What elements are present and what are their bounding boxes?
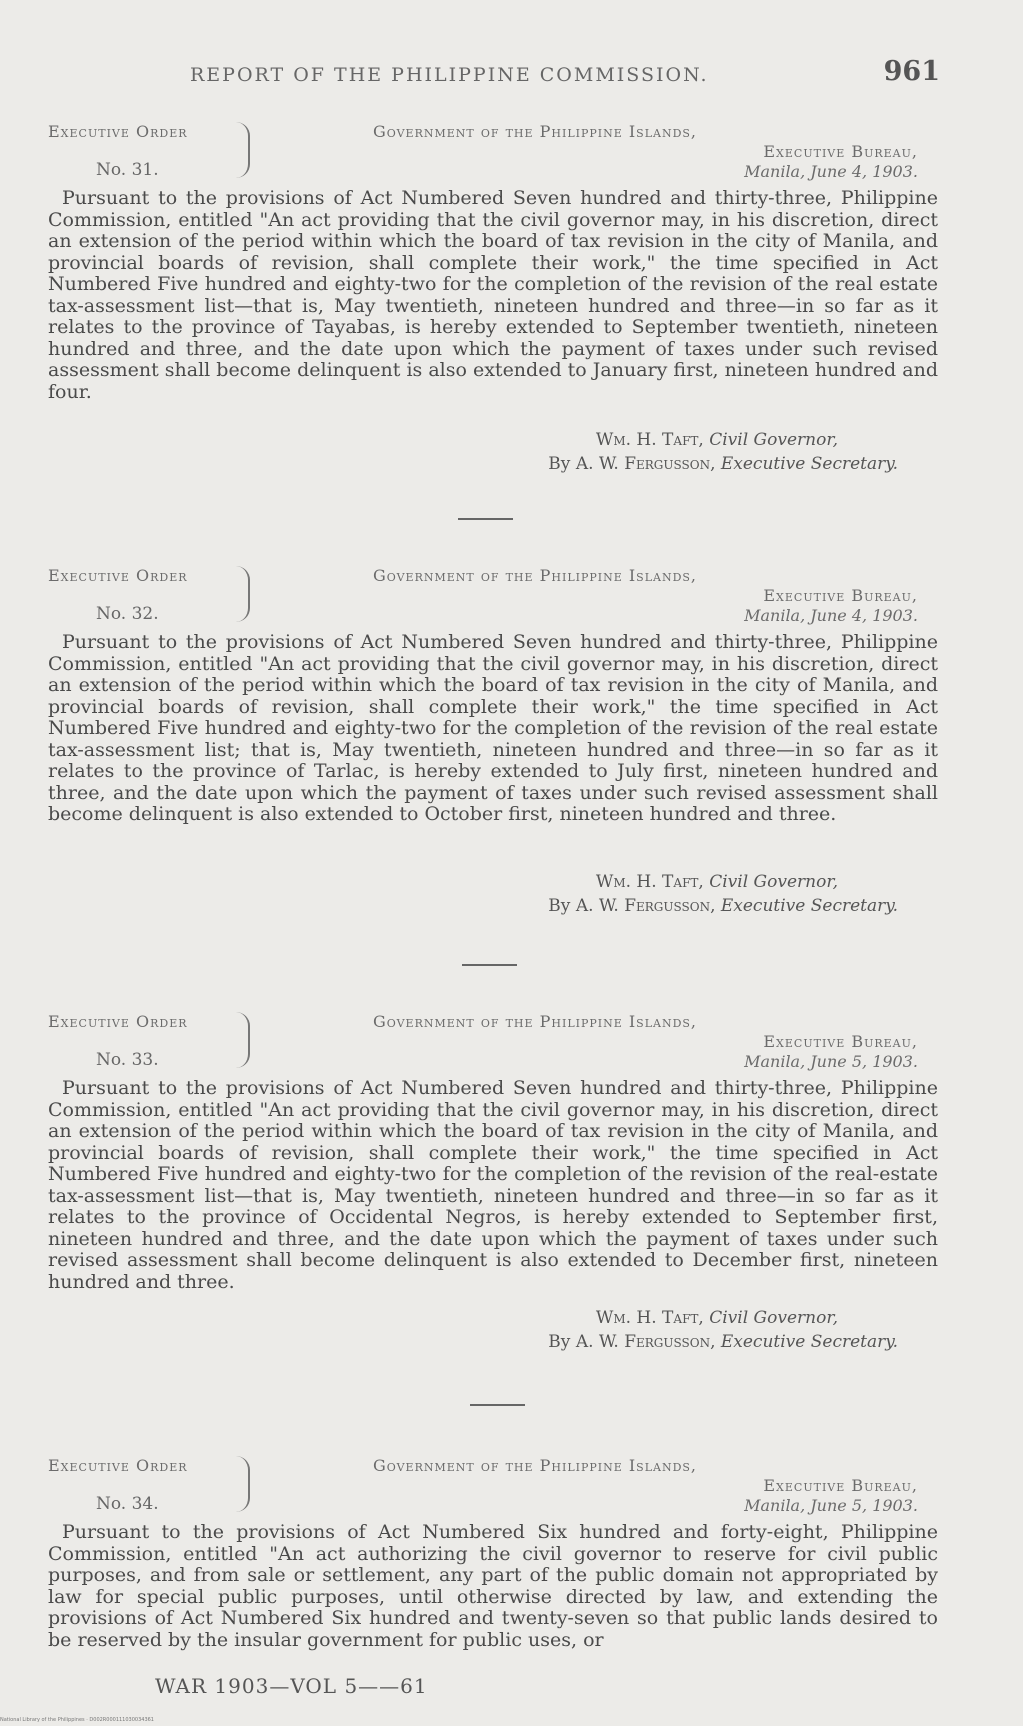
scan-credit: National Library of the Philippines · D002R000111030034361 (0, 1717, 154, 1723)
signature-prefix: By (548, 896, 571, 916)
signature-secretary (548, 1332, 898, 1352)
signature-secretary (548, 454, 898, 474)
order-number: No. 34. (96, 1494, 159, 1514)
signature-governor (596, 430, 838, 450)
order-label: Executive Order (48, 1012, 188, 1031)
signer-name: A. W. Fergusson, (575, 896, 716, 916)
signer-title: Executive Secretary. (720, 454, 898, 474)
signature-prefix: By (548, 454, 571, 474)
government-heading: Government of the Philippine Islands, (373, 566, 698, 585)
order-body: Pursuant to the provisions of Act Numbered Seven hundred and thirty-three, Philippine Commission, entitled "An act providing that the civil governor may, in his discretion, direct an extension of the period within which the board of tax revision in the city of Manila, and provincial boards of revision, shall complete their work," the time specified in Act Numbered Five hundred and eighty-two for the completion of the revision of the real estate tax-assessment list; that is, May twentieth, nineteen hundred and three—in so far as it relates to the province of Tarlac, is hereby extended to July first, nineteen hundred and three, and the date upon which the payment of taxes under such revised assessment shall become delinquent is also extended to October first, nineteen hundred and three. (48, 631, 938, 825)
government-heading: Government of the Philippine Islands, (373, 1456, 698, 1475)
signer-title: Executive Secretary. (720, 896, 898, 916)
signer-title: Executive Secretary. (720, 1332, 898, 1352)
order-date: Manila, June 5, 1903. (744, 1496, 918, 1515)
signer-name: A. W. Fergusson, (575, 1332, 716, 1352)
order-label: Executive Order (48, 122, 188, 141)
order-date: Manila, June 4, 1903. (744, 606, 918, 625)
order-label: Executive Order (48, 566, 188, 585)
bracket (236, 1012, 250, 1068)
running-head-title: REPORT OF THE PHILIPPINE COMMISSION. (190, 64, 709, 86)
executive-order-31 (48, 122, 948, 482)
signature-prefix: By (548, 1332, 571, 1352)
bureau-heading: Executive Bureau, (763, 142, 918, 161)
order-body: Pursuant to the provisions of Act Numbered Seven hundred and thirty-three, Philippine Commission, entitled "An act providing that the civil governor may, in his discretion, direct an extension of the period within which the board of tax revision in the city of Manila, and provincial boards of revision, shall complete their work," the time specified in Act Numbered Five hundred and eighty-two for the completion of the revision of the real-estate tax-assessment list—that is, May twentieth, nineteen hundred and three—in so far as it relates to the province of Occidental Negros, is hereby extended to September first, nineteen hundred and three, and the date upon which the payment of taxes under such revised assessment shall become delinquent is also extended to December first, nineteen hundred and three. (48, 1077, 938, 1293)
bracket (236, 122, 250, 178)
signer-name: Wm. H. Taft, (595, 1308, 704, 1328)
executive-order-34 (48, 1456, 948, 1666)
order-date: Manila, June 5, 1903. (744, 1052, 918, 1071)
signer-title: Civil Governor, (709, 872, 838, 892)
bureau-heading: Executive Bureau, (763, 1032, 918, 1051)
signature-secretary (548, 896, 898, 916)
section-divider (470, 1404, 525, 1406)
section-divider (458, 518, 513, 520)
order-number: No. 31. (96, 160, 159, 180)
order-body: Pursuant to the provisions of Act Numbered Seven hundred and thirty-three, Philippine Commission, entitled "An act providing that the civil governor may, in his discretion, direct an extension of the period within which the board of tax revision in the city of Manila, and provincial boards of revision, shall complete their work," the time specified in Act Numbered Five hundred and eighty-two for the completion of the revision of the real estate tax-assessment list—that is, May twentieth, nineteen hundred and three—in so far as it relates to the province of Tayabas, is hereby extended to September twentieth, nineteen hundred and three, and the date upon which the payment of taxes under such revised assessment shall become delinquent is also extended to January first, nineteen hundred and four. (48, 187, 938, 403)
bureau-heading: Executive Bureau, (763, 1476, 918, 1495)
page-number: 961 (883, 56, 940, 87)
bracket (236, 566, 250, 622)
signer-title: Civil Governor, (709, 1308, 838, 1328)
bureau-heading: Executive Bureau, (763, 586, 918, 605)
signature-mark: WAR 1903—VOL 5——61 (155, 1674, 428, 1698)
order-number: No. 33. (96, 1050, 159, 1070)
signer-name: Wm. H. Taft, (595, 430, 704, 450)
order-date: Manila, June 4, 1903. (744, 162, 918, 181)
order-number: No. 32. (96, 604, 159, 624)
government-heading: Government of the Philippine Islands, (373, 1012, 698, 1031)
order-body: Pursuant to the provisions of Act Numbered Six hundred and forty-eight, Philippine Commission, entitled "An act authorizing the civil governor to reserve for civil public purposes, and from sale or settlement, any part of the public domain not appropriated by law for special public purposes, until otherwise directed by law, and extending the provisions of Act Numbered Six hundred and twenty-seven so that public lands desired to be reserved by the insular government for public uses, or (48, 1521, 938, 1651)
signature-governor (596, 1308, 838, 1328)
executive-order-32 (48, 566, 948, 926)
signature-governor (596, 872, 838, 892)
running-head (190, 56, 970, 96)
section-divider (462, 964, 517, 966)
executive-order-33 (48, 1012, 948, 1372)
signer-name: Wm. H. Taft, (595, 872, 704, 892)
government-heading: Government of the Philippine Islands, (373, 122, 698, 141)
signer-name: A. W. Fergusson, (575, 454, 716, 474)
bracket (236, 1456, 250, 1512)
order-label: Executive Order (48, 1456, 188, 1475)
signer-title: Civil Governor, (709, 430, 838, 450)
